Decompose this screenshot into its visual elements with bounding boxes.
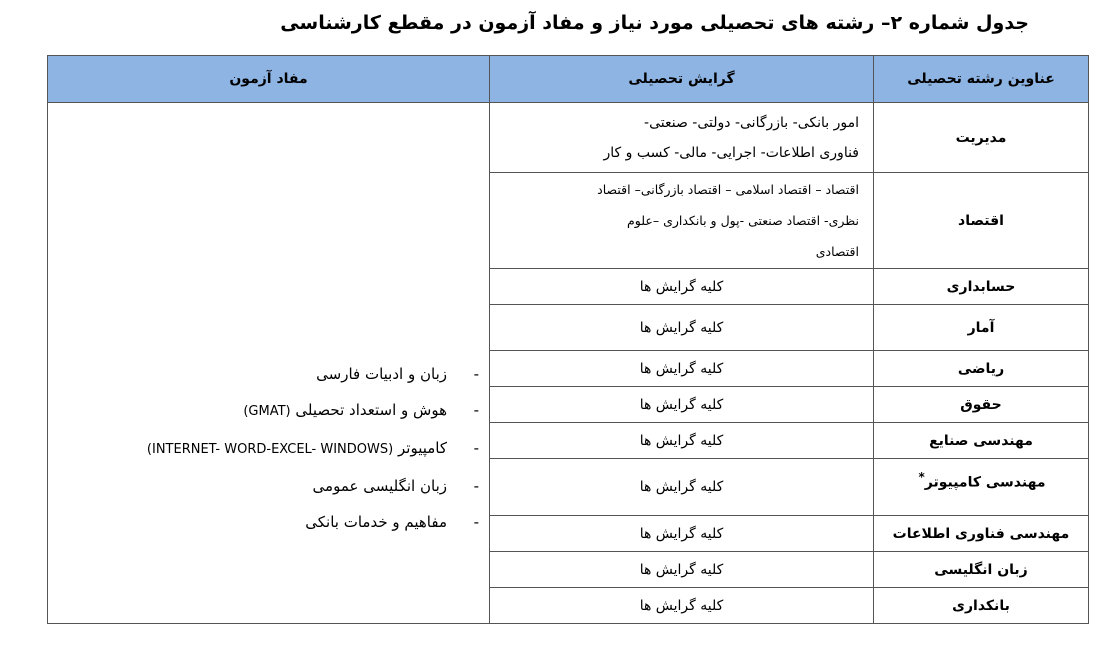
exam-subjects-list [58, 356, 479, 540]
specialization-cell: کلیه گرایش ها [490, 588, 874, 624]
table-title: جدول شماره ۲– رشته های تحصیلی مورد نیاز و مفاد آزمون در مقطع کارشناسی [280, 12, 1029, 34]
header-specialization: گرایش تحصیلی [490, 56, 874, 103]
list-item [58, 504, 479, 540]
header-exam-subjects: مفاد آزمون [48, 56, 490, 103]
major-cell: مدیریت [874, 103, 1089, 173]
specialization-line: فناوری اطلاعات- اجرایی- مالی- کسب و کار [603, 144, 859, 161]
list-item [58, 392, 479, 430]
major-name: مهندسی کامپیوتر [924, 474, 1046, 491]
major-cell: اقتصاد [874, 173, 1089, 269]
bullet-dash: - [473, 400, 479, 419]
subject-latin: (GMAT) [243, 403, 291, 419]
specialization-cell: کلیه گرایش ها [490, 552, 874, 588]
major-cell: بانکداری [874, 588, 1089, 624]
specialization-line: اقتصادی [815, 244, 859, 259]
major-cell: حقوق [874, 387, 1089, 423]
header-major: عناوین رشته تحصیلی [874, 56, 1089, 103]
list-item [58, 430, 479, 468]
subject-text: کامپیوتر [398, 438, 447, 457]
list-item [58, 468, 479, 504]
subject-text: مفاهیم و خدمات بانکی [305, 512, 447, 531]
specialization-cell: کلیه گرایش ها [490, 516, 874, 552]
subject-latin: (INTERNET- WORD-EXCEL- WINDOWS) [146, 441, 394, 457]
bullet-dash: - [473, 438, 479, 457]
header-row [48, 56, 1089, 103]
specialization-cell: کلیه گرایش ها [490, 269, 874, 305]
majors-table [47, 55, 1089, 624]
bullet-dash: - [473, 364, 479, 383]
bullet-dash: - [473, 512, 479, 531]
major-cell: مهندسی فناوری اطلاعات [874, 516, 1089, 552]
specialization-line: نظری- اقتصاد صنعتی -پول و بانکداری –علوم [627, 213, 859, 228]
bullet-dash: - [473, 476, 479, 495]
major-cell: ریاضی [874, 351, 1089, 387]
specialization-cell [490, 103, 874, 173]
specialization-cell: کلیه گرایش ها [490, 459, 874, 516]
specialization-cell: کلیه گرایش ها [490, 423, 874, 459]
specialization-line: اقتصاد – اقتصاد اسلامی – اقتصاد بازرگانی– اقتصاد [597, 182, 859, 197]
specialization-cell [490, 173, 874, 269]
table-row [48, 103, 1089, 173]
major-cell: آمار [874, 305, 1089, 351]
subject-text: زبان و ادبیات فارسی [316, 364, 447, 383]
major-cell [874, 459, 1089, 516]
specialization-line: امور بانکی- بازرگانی- دولتی- صنعتی- [644, 114, 859, 131]
specialization-cell: کلیه گرایش ها [490, 351, 874, 387]
subject-text: هوش و استعداد تحصیلی [295, 400, 447, 419]
major-cell: مهندسی صنایع [874, 423, 1089, 459]
major-cell: زبان انگلیسی [874, 552, 1089, 588]
specialization-cell: کلیه گرایش ها [490, 387, 874, 423]
list-item [58, 356, 479, 392]
footnote-asterisk: * [918, 469, 925, 484]
major-cell: حسابداری [874, 269, 1089, 305]
specialization-cell: کلیه گرایش ها [490, 305, 874, 351]
exam-subjects-cell [48, 103, 490, 624]
subject-text: زبان انگلیسی عمومی [312, 476, 447, 495]
